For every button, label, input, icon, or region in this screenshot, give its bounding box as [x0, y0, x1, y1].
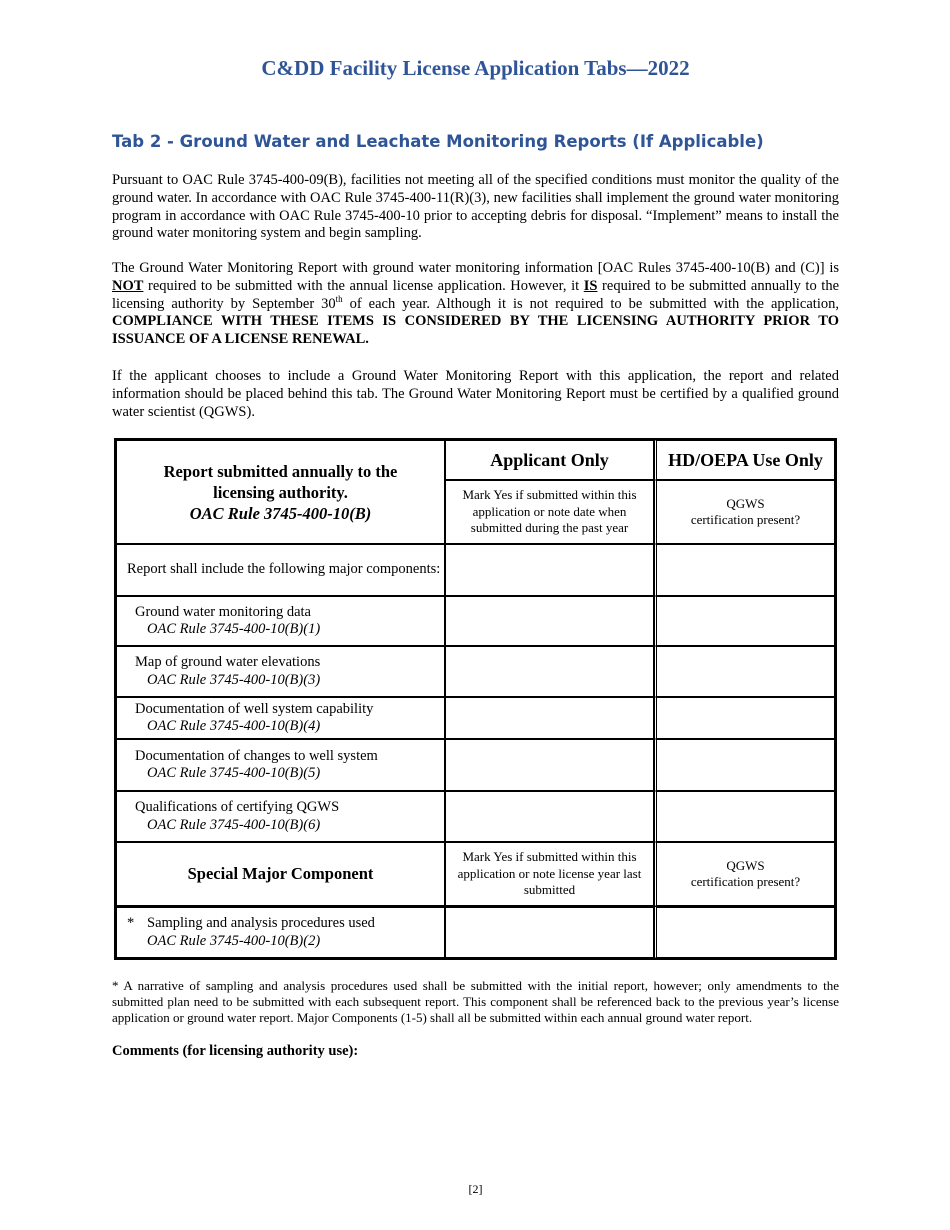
document-title: C&DD Facility License Application Tabs—2022 [261, 56, 690, 80]
p2-compliance-note: COMPLIANCE WITH THESE ITEMS IS CONSIDERED BY THE LICENSING AUTHORITY PRIOR TO ISSUANCE OF A LICENSE RENEWAL. [112, 313, 839, 348]
hd-note [654, 480, 835, 544]
footnote: * A narrative of sampling and analysis procedures used shall be submitted with the initial report, however; only amendments to the submitted plan need to be submitted with each subsequent report. This component shall be referenced back to the previous year’s license application or ground water report. Major Components (1-5) shall all be submitted within each annual ground water report. [112, 978, 839, 1025]
special-component-label: Sampling and analysis procedures used [147, 915, 375, 931]
hd-note-line2: certification present? [690, 512, 801, 527]
component-2-rule: OAC Rule 3745-400-10(B)(3) [147, 671, 321, 688]
special-hd-note [654, 842, 835, 906]
component-row-2 [116, 646, 445, 697]
intro-row-label: Report shall include the following major components: [116, 544, 445, 596]
p2-not: NOT [112, 277, 144, 294]
component-3-label: Documentation of well system capability [135, 700, 374, 717]
intro-row-applicant-cell[interactable] [445, 544, 654, 596]
component-row-4 [116, 739, 445, 791]
header-report-line1: Report submitted annually to the [163, 461, 398, 481]
page-number: [2] [468, 1182, 483, 1196]
component-2-applicant-cell[interactable] [445, 646, 654, 697]
tab-heading: Tab 2 - Ground Water and Leachate Monitoring Reports (If Applicable) [112, 132, 764, 151]
component-row-1 [116, 596, 445, 646]
component-1-hd-cell[interactable] [654, 596, 835, 646]
component-2-label: Map of ground water elevations [135, 654, 321, 670]
special-row-applicant-cell[interactable] [445, 906, 654, 958]
component-1-rule: OAC Rule 3745-400-10(B)(1) [147, 621, 321, 637]
special-component-row [116, 906, 445, 958]
component-4-rule: OAC Rule 3745-400-10(B)(5) [147, 765, 321, 781]
header-applicant-only: Applicant Only [445, 440, 654, 480]
p2-text-3: required to be submitted annually to the licensing authority by September 30 [112, 277, 840, 312]
component-row-5 [116, 791, 445, 842]
paragraph-monitoring-report [112, 260, 839, 349]
special-hd-line2: certification present? [690, 874, 801, 889]
component-5-hd-cell[interactable] [654, 791, 835, 842]
component-3-hd-cell[interactable] [654, 697, 835, 739]
special-row-hd-cell[interactable] [654, 906, 835, 958]
special-component-rule: OAC Rule 3745-400-10(B)(2) [147, 932, 321, 949]
component-3-applicant-cell[interactable] [445, 697, 654, 739]
p2-is: IS [583, 277, 598, 294]
p2-text-2: required to be submitted with the annual license application. However, it [143, 277, 584, 294]
component-5-applicant-cell[interactable] [445, 791, 654, 842]
special-hd-line1: QGWS [726, 857, 765, 873]
component-3-rule: OAC Rule 3745-400-10(B)(4) [147, 718, 321, 734]
intro-row-hd-cell[interactable] [654, 544, 835, 596]
p2-text-1: The Ground Water Monitoring Report with ground water monitoring information [OAC Rules 3745-400-10(B) and (C)] is [112, 260, 839, 276]
header-hd-oepa-use-only: HD/OEPA Use Only [654, 440, 835, 480]
paragraph-ground-water-rule: Pursuant to OAC Rule 3745-400-09(B), facilities not meeting all of the specified conditions must monitor the quality of the ground water. In accordance with OAC Rule 3745-400-11(R)(3), new facilities shall implement the ground water monitoring program in accordance with OAC Rule 3745-400-10 prior to accepting debris for disposal. “Implement” means to install the ground water monitoring system and begin sampling. [112, 172, 839, 242]
special-major-component-label: Special Major Component [116, 842, 445, 906]
header-report-line2: licensing authority. [213, 482, 348, 502]
component-4-label: Documentation of changes to well system [135, 747, 378, 764]
applicant-note: Mark Yes if submitted within this application or note date when submitted during the past year [445, 480, 654, 544]
component-row-3 [116, 697, 445, 739]
component-1-label: Ground water monitoring data [135, 603, 311, 620]
comments-label: Comments (for licensing authority use): [112, 1043, 359, 1059]
p2-superscript: th [335, 293, 343, 304]
monitoring-checklist-table [114, 438, 837, 960]
p2-text-4: of each year. Although it is not required to be submitted with the application, [342, 295, 839, 312]
component-5-label: Qualifications of certifying QGWS [135, 799, 340, 815]
asterisk-marker: * [127, 915, 135, 931]
component-4-applicant-cell[interactable] [445, 739, 654, 791]
hd-note-line1: QGWS [726, 495, 765, 511]
special-applicant-note: Mark Yes if submitted within this application or note license year last submitted [445, 842, 654, 906]
component-5-rule: OAC Rule 3745-400-10(B)(6) [147, 816, 321, 833]
header-report-rule: OAC Rule 3745-400-10(B) [189, 503, 372, 523]
component-4-hd-cell[interactable] [654, 739, 835, 791]
header-report-cell [116, 440, 445, 544]
component-1-applicant-cell[interactable] [445, 596, 654, 646]
component-2-hd-cell[interactable] [654, 646, 835, 697]
paragraph-applicant-choice: If the applicant chooses to include a Ground Water Monitoring Report with this application, the report and related information should be placed behind this tab. The Ground Water Monitoring Report must be certified by a qualified ground water scientist (QGWS). [112, 368, 839, 420]
